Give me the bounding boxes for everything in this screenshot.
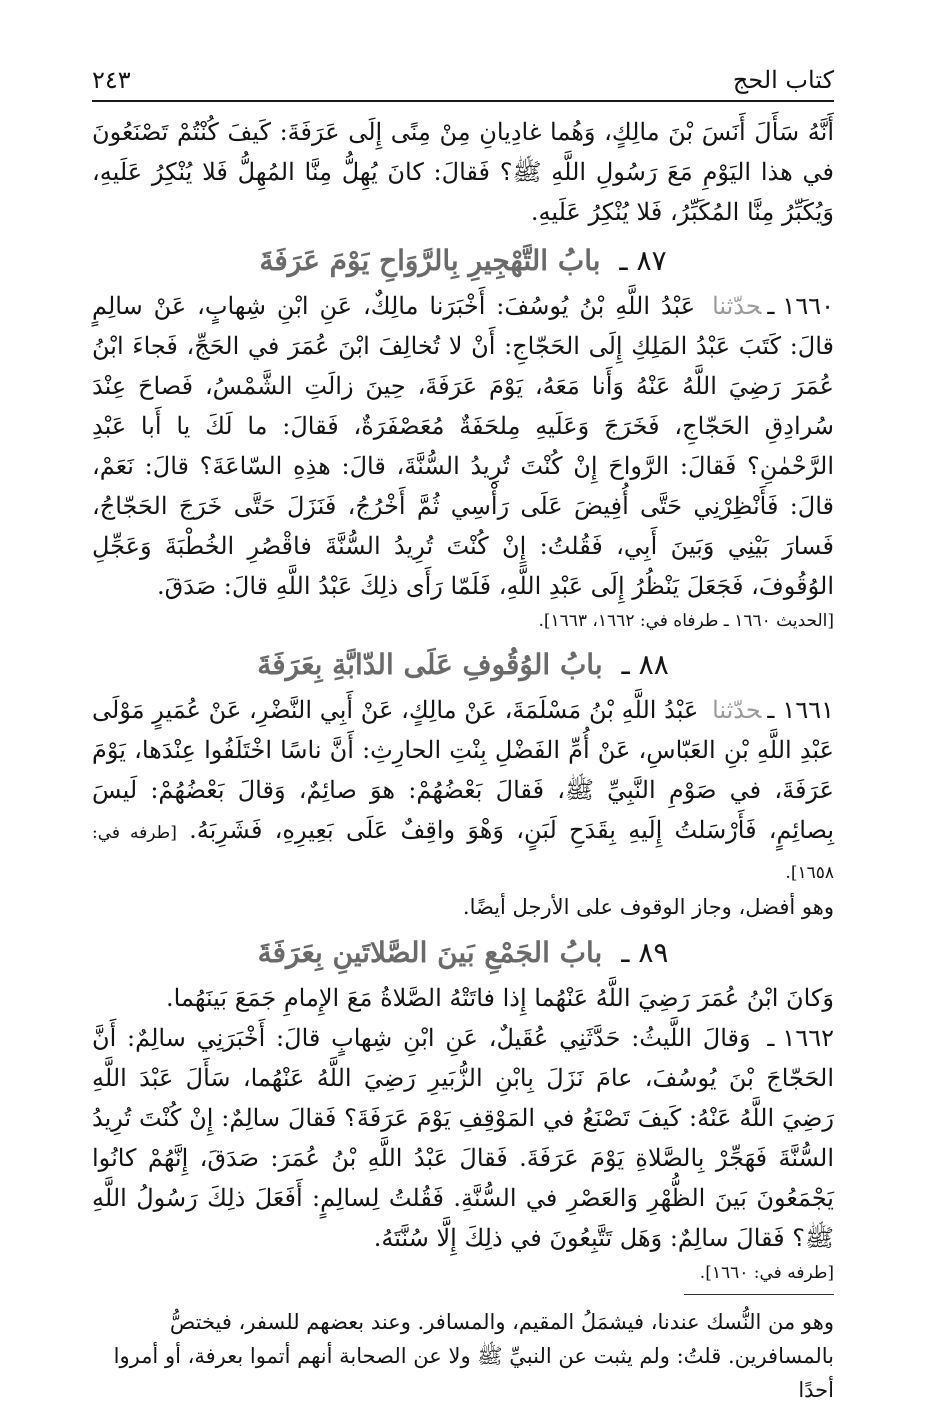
- chapter-number: ٨٨ ـ: [621, 648, 669, 681]
- footnote-text: وهو من النُّسك عندنا، فيشمَلُ المقيم، والمسافر. وعند بعضهم للسفر، فيختصُّ بالمسافرين. قلتُ: ولم يثبت عن النبيِّ ﷺ ولا عن الصحابة أنهم أتموا بعرفة، أو أمروا أحدًا: [113, 1310, 834, 1402]
- chapter-heading-87: [92, 236, 834, 286]
- chapter-title: بابُ التَّهْجِيرِ بِالرَّوَاحِ يَوْمَ عَرَفَةَ: [259, 244, 601, 277]
- chapter-heading-89: [92, 928, 834, 978]
- footnote-rule: [684, 1294, 834, 1295]
- hadith-number: ١٦٦٢: [782, 1024, 834, 1052]
- page-number: ٢٤٣: [92, 66, 131, 94]
- hadith-separator: ـ: [767, 696, 775, 724]
- hadith-text: عَبْدُ اللَّهِ بْنُ يُوسُفَ: أَخْبَرَنا مالِكٌ، عَنِ ابْنِ شِهابٍ، عَنْ سالِمٍ قالَ: كَتَبَ عَبْدُ المَلِكِ إِلَى الحَجّاجِ: أَنْ لا تُخالِفَ ابْنَ عُمَرَ في الحَجِّ، فَجاءَ ابْنُ عُمَرَ رَضِيَ اللَّهُ عَنْهُ وَأَنا مَعَهُ، يَوْمَ عَرَفَةَ، حِينَ زالَتِ الشَّمْسُ، فَصاحَ عِنْدَ سُرادِقِ الحَجّاجِ، فَخَرَجَ وَعَلَيهِ مِلحَفَةٌ مُعَصْفَرَةٌ، فَقالَ: ما لَكَ يا أَبا عَبْدِ الرَّحْمٰنِ؟ فَقالَ: الرَّواحَ إِنْ كُنْتَ تُرِيدُ السُّنَّةَ، قالَ: هذِهِ السّاعَةَ؟ قالَ: نَعَمْ، قالَ: فَأَنْظِرْنِي حَتَّى أُفِيضَ عَلَى رَأْسِي ثُمَّ أَخْرُجُ، فَنَزَلَ حَتَّى خَرَجَ الحَجّاجُ، فَسارَ بَيْنِي وَبَينَ أَبِي، فَقُلتُ: إِنْ كُنْتَ تُرِيدُ السُّنَّةَ فاقْصُرِ الخُطْبَةَ وَعَجِّلِ الوُقُوفَ، فَجَعَلَ يَنْظُرُ إِلَى عَبْدِ اللَّهِ، فَلَمّا رَأَى ذلِكَ عَبْدُ اللَّهِ قالَ: صَدَقَ.: [92, 292, 834, 600]
- hadith-reference: [طرفه في: ١٦٦٠].: [699, 1263, 834, 1283]
- haddathana-word: حدّثنا: [712, 292, 762, 320]
- chapter-number: ٨٩ ـ: [621, 936, 669, 969]
- intro-paragraph: أَنَّهُ سَأَلَ أَنَسَ بْنَ مالِكٍ، وَهُما غادِيانِ مِنْ مِنًى إِلَى عَرَفَةَ: كَيفَ كُنْتُمْ تَصْنَعُونَ في هذا اليَوْمِ مَعَ رَسُولِ اللَّهِ ﷺ؟ فَقالَ: كانَ يُهِلُّ مِنَّا المُهِلُّ فَلا يُنْكِرُ عَلَيهِ، وَيُكَبِّرُ مِنَّا المُكَبِّرُ، فَلا يُنْكِرُ عَلَيهِ.: [92, 118, 834, 226]
- running-header: [92, 56, 834, 92]
- chapter-number: ٨٧ ـ: [619, 244, 667, 277]
- header-rule: [92, 100, 834, 102]
- hadith-number: ١٦٦١: [782, 696, 834, 724]
- commentary-note: وهو أفضل، وجاز الوقوف على الأرجل أيضًا.: [462, 895, 834, 919]
- athar-paragraph: وَكانَ ابْنُ عُمَرَ رَضِيَ اللَّهُ عَنْهُما إِذا فاتَتْهُ الصَّلاةُ مَعَ الإِمامِ جَمَعَ بَينَهُما.: [166, 984, 834, 1012]
- chapter-title: بابُ الوُقُوفِ عَلَى الدّابَّةِ بِعَرَفَةَ: [257, 648, 603, 681]
- hadith-separator: ـ: [767, 1024, 775, 1052]
- hadith-1660: [92, 286, 834, 606]
- hadith-reference: [طرفه في: ١٦٥٨].: [92, 823, 834, 883]
- page-body: [92, 112, 834, 1407]
- hadith-text: وَقالَ اللَّيثُ: حَدَّثَنِي عُقَيلٌ، عَنِ ابْنِ شِهابٍ قالَ: أَخْبَرَنِي سالِمٌ: أَنَّ الحَجّاجَ بْنَ يُوسُفَ، عامَ نَزَلَ بِابْنِ الزُّبَيرِ رَضِيَ اللَّهُ عَنْهُما، سَأَلَ عَبْدَ اللَّهِ رَضِيَ اللَّهُ عَنْهُ: كَيفَ تَصْنَعُ في المَوْقِفِ يَوْمَ عَرَفَةَ؟ فَقالَ سالِمٌ: إِنْ كُنْتَ تُرِيدُ السُّنَّةَ فَهَجِّرْ بِالصَّلاةِ يَوْمَ عَرَفَةَ. فَقالَ عَبْدُ اللَّهِ بْنُ عُمَرَ: صَدَقَ، إِنَّهُمْ كانُوا يَجْمَعُونَ بَينَ الظُّهْرِ وَالعَصْرِ في السُّنَّةِ. فَقُلتُ لِسالِمٍ: أَفَعَلَ ذلِكَ رَسُولُ اللَّهِ ﷺ؟ فَقالَ سالِمٌ: وَهَل تَتَّبِعُونَ في ذلِكَ إِلَّا سُنَّتَهُ.: [92, 1024, 834, 1252]
- chapter-heading-88: [92, 640, 834, 690]
- hadith-separator: ـ: [767, 292, 775, 320]
- book-title: كتاب الحج: [732, 66, 834, 94]
- hadith-1662: [92, 1018, 834, 1258]
- hadith-text: عَبْدُ اللَّهِ بْنُ مَسْلَمَةَ، عَنْ مالِكٍ، عَنْ أَبِي النَّضْرِ، عَنْ عُمَيرٍ مَوْلَى عَبْدِ اللَّهِ بْنِ العَبّاسِ، عَنْ أُمِّ الفَضْلِ بِنْتِ الحارِثِ: أَنَّ ناسًا اخْتَلَفُوا عِنْدَها، يَوْمَ عَرَفَةَ، في صَوْمِ النَّبِيِّ ﷺ، فَقالَ بَعْضُهُمْ: هوَ صائِمٌ، وَقالَ بَعْضُهُمْ: لَيسَ بِصائِمٍ، فَأَرْسَلتُ إِلَيهِ بِقَدَحِ لَبَنٍ، وَهْوَ واقِفٌ عَلَى بَعِيرِهِ، فَشَرِبَهُ.: [92, 696, 835, 844]
- hadith-number: ١٦٦٠: [782, 292, 834, 320]
- hadith-reference: [الحديث ١٦٦٠ ـ طرفاه في: ١٦٦٢، ١٦٦٣].: [538, 611, 834, 631]
- chapter-title: بابُ الجَمْعِ بَينَ الصَّلاتَينِ بِعَرَفَةَ: [257, 936, 603, 969]
- haddathana-word: حدّثنا: [712, 696, 762, 724]
- hadith-1661: [92, 690, 834, 890]
